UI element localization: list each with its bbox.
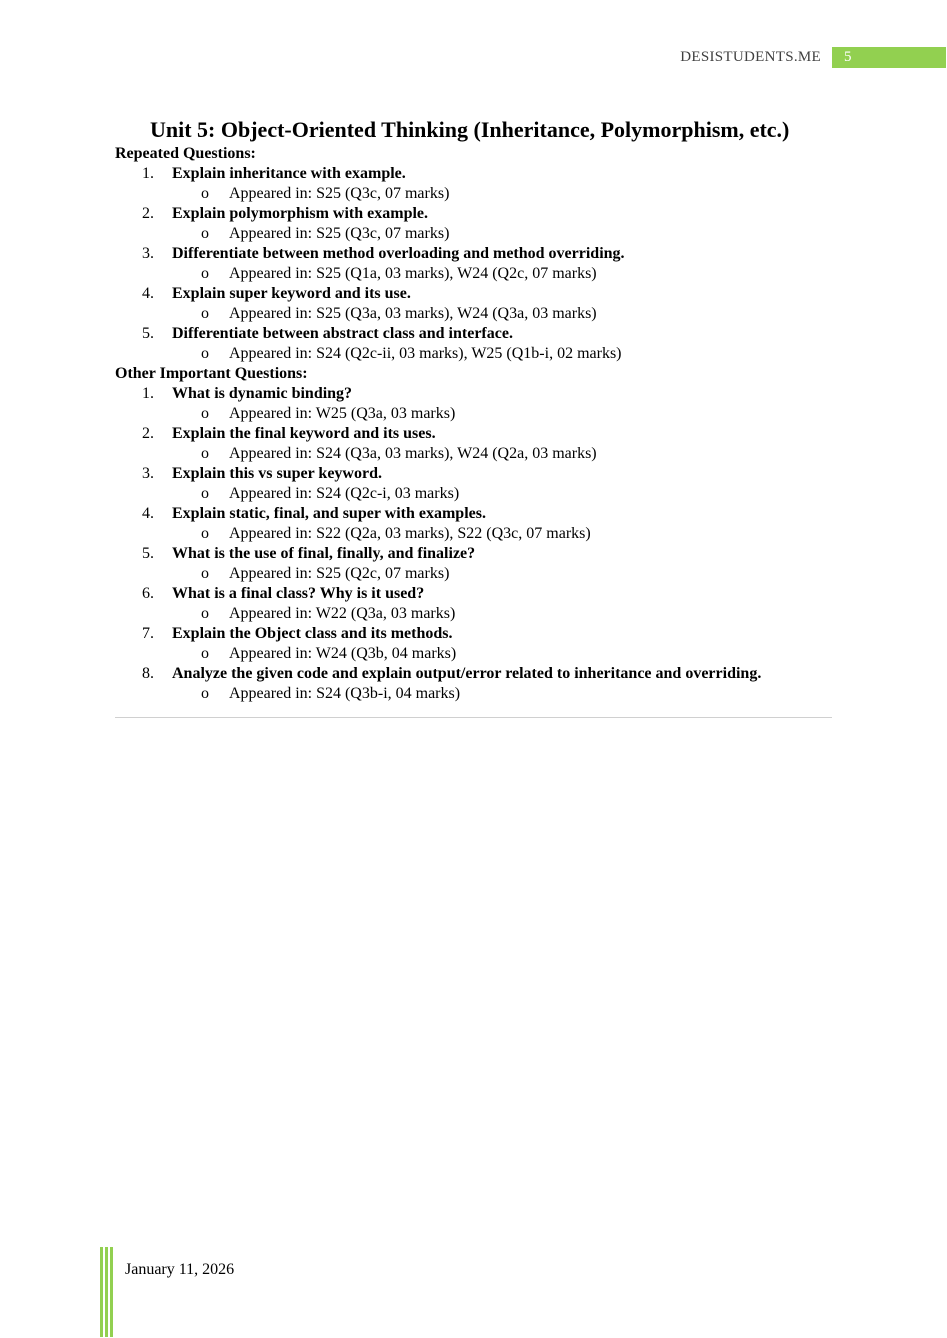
question-text: Differentiate between abstract class and interface. bbox=[172, 325, 513, 342]
appeared-in-text: Appeared in: W24 (Q3b, 04 marks) bbox=[229, 645, 457, 662]
question-item bbox=[115, 164, 835, 184]
question-number: 5. bbox=[142, 325, 154, 342]
question-number: 2. bbox=[142, 425, 154, 442]
question-text: Explain the final keyword and its uses. bbox=[172, 425, 436, 442]
page-number: 5 bbox=[844, 49, 852, 65]
appeared-in-line bbox=[115, 604, 835, 624]
appeared-in-line bbox=[115, 404, 835, 424]
bullet-icon: o bbox=[201, 185, 209, 202]
appeared-in-text: Appeared in: S24 (Q3a, 03 marks), W24 (Q2a, 03 marks) bbox=[229, 445, 597, 462]
question-text: What is dynamic binding? bbox=[172, 385, 353, 402]
bullet-icon: o bbox=[201, 305, 209, 322]
question-number: 3. bbox=[142, 245, 154, 262]
question-number: 3. bbox=[142, 465, 154, 482]
question-text: Explain static, final, and super with examples. bbox=[172, 505, 486, 522]
appeared-in-line bbox=[115, 444, 835, 464]
appeared-in-text: Appeared in: S22 (Q2a, 03 marks), S22 (Q3c, 07 marks) bbox=[229, 525, 591, 542]
document-body bbox=[115, 116, 835, 704]
question-number: 6. bbox=[142, 585, 154, 602]
question-number: 7. bbox=[142, 625, 154, 642]
other-questions-heading: Other Important Questions: bbox=[115, 365, 308, 382]
question-item bbox=[115, 284, 835, 304]
appeared-in-line bbox=[115, 644, 835, 664]
appeared-in-text: Appeared in: S25 (Q3a, 03 marks), W24 (Q3a, 03 marks) bbox=[229, 305, 597, 322]
appeared-in-text: Appeared in: S25 (Q2c, 07 marks) bbox=[229, 565, 450, 582]
bullet-icon: o bbox=[201, 225, 209, 242]
question-item bbox=[115, 624, 835, 644]
appeared-in-text: Appeared in: S25 (Q3c, 07 marks) bbox=[229, 225, 450, 242]
question-number: 4. bbox=[142, 505, 154, 522]
bullet-icon: o bbox=[201, 485, 209, 502]
footer-date: January 11, 2026 bbox=[125, 1261, 235, 1278]
question-text: Explain this vs super keyword. bbox=[172, 465, 382, 482]
appeared-in-text: Appeared in: W25 (Q3a, 03 marks) bbox=[229, 405, 456, 422]
footer-accent-bars bbox=[100, 1247, 116, 1337]
question-item bbox=[115, 504, 835, 524]
question-text: What is the use of final, finally, and finalize? bbox=[172, 545, 476, 562]
question-number: 2. bbox=[142, 205, 154, 222]
section-divider bbox=[115, 717, 832, 718]
question-item bbox=[115, 424, 835, 444]
appeared-in-text: Appeared in: W22 (Q3a, 03 marks) bbox=[229, 605, 456, 622]
question-number: 4. bbox=[142, 285, 154, 302]
bullet-icon: o bbox=[201, 525, 209, 542]
bullet-icon: o bbox=[201, 685, 209, 702]
appeared-in-text: Appeared in: S25 (Q3c, 07 marks) bbox=[229, 185, 450, 202]
unit-title: Unit 5: Object-Oriented Thinking (Inheritance, Polymorphism, etc.) bbox=[150, 117, 790, 142]
appeared-in-line bbox=[115, 524, 835, 544]
question-number: 8. bbox=[142, 665, 154, 682]
question-text: Analyze the given code and explain output/error related to inheritance and overriding. bbox=[172, 665, 762, 682]
question-number: 1. bbox=[142, 385, 154, 402]
appeared-in-line bbox=[115, 684, 835, 704]
bullet-icon: o bbox=[201, 345, 209, 362]
bullet-icon: o bbox=[201, 265, 209, 282]
question-item bbox=[115, 664, 835, 684]
appeared-in-line bbox=[115, 344, 835, 364]
question-text: Explain super keyword and its use. bbox=[172, 285, 411, 302]
question-item bbox=[115, 384, 835, 404]
appeared-in-line bbox=[115, 264, 835, 284]
question-item bbox=[115, 464, 835, 484]
appeared-in-line bbox=[115, 304, 835, 324]
page-number-badge bbox=[832, 47, 946, 68]
question-text: Differentiate between method overloading and method overriding. bbox=[172, 245, 625, 262]
bullet-icon: o bbox=[201, 445, 209, 462]
appeared-in-line bbox=[115, 484, 835, 504]
footer-bar bbox=[110, 1247, 113, 1337]
question-item bbox=[115, 244, 835, 264]
appeared-in-text: Appeared in: S24 (Q3b-i, 04 marks) bbox=[229, 685, 461, 702]
appeared-in-line bbox=[115, 564, 835, 584]
bullet-icon: o bbox=[201, 645, 209, 662]
other-questions-list bbox=[115, 384, 835, 704]
question-item bbox=[115, 324, 835, 344]
question-number: 5. bbox=[142, 545, 154, 562]
question-item bbox=[115, 544, 835, 564]
site-name: DESISTUDENTS.ME bbox=[680, 49, 821, 65]
question-text: What is a final class? Why is it used? bbox=[172, 585, 425, 602]
footer-bar bbox=[105, 1247, 108, 1337]
question-text: Explain inheritance with example. bbox=[172, 165, 406, 182]
bullet-icon: o bbox=[201, 605, 209, 622]
question-item bbox=[115, 584, 835, 604]
repeated-questions-list bbox=[115, 164, 835, 364]
bullet-icon: o bbox=[201, 405, 209, 422]
appeared-in-line bbox=[115, 184, 835, 204]
question-item bbox=[115, 204, 835, 224]
appeared-in-text: Appeared in: S25 (Q1a, 03 marks), W24 (Q2c, 07 marks) bbox=[229, 265, 597, 282]
appeared-in-line bbox=[115, 224, 835, 244]
question-text: Explain the Object class and its methods. bbox=[172, 625, 453, 642]
repeated-questions-heading: Repeated Questions: bbox=[115, 145, 256, 162]
question-number: 1. bbox=[142, 165, 154, 182]
appeared-in-text: Appeared in: S24 (Q2c-ii, 03 marks), W25 (Q1b-i, 02 marks) bbox=[229, 345, 622, 362]
question-text: Explain polymorphism with example. bbox=[172, 205, 429, 222]
bullet-icon: o bbox=[201, 565, 209, 582]
appeared-in-text: Appeared in: S24 (Q2c-i, 03 marks) bbox=[229, 485, 460, 502]
footer-bar bbox=[100, 1247, 103, 1337]
